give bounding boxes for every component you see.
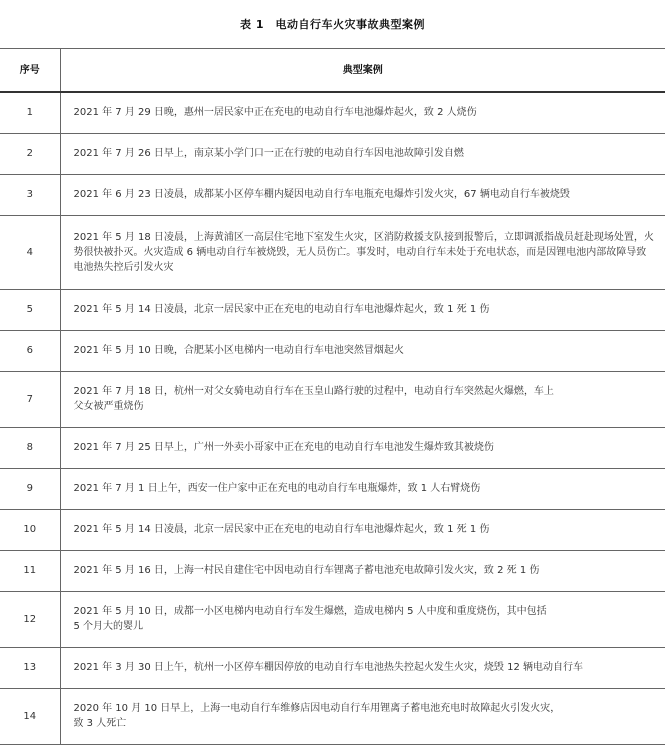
case-text: 2021 年 5 月 10 日晚，合肥某小区电梯内一电动自行车电池突然冒烟起火 [60,330,665,371]
case-text: 2021 年 5 月 14 日凌晨，北京一居民家中正在充电的电动自行车电池爆炸起火，致 1 死 1 伤 [60,289,665,330]
row-number: 11 [0,550,60,591]
table-row [0,215,665,289]
case-text: 2021 年 7 月 26 日早上，南京某小学门口一正在行驶的电动自行车因电池故障引发自燃 [60,133,665,174]
table-row [0,468,665,509]
row-number: 3 [0,174,60,215]
row-number: 1 [0,92,60,133]
row-number: 12 [0,591,60,647]
cases-table [0,48,665,745]
row-number: 9 [0,468,60,509]
table-row [0,330,665,371]
row-number: 7 [0,371,60,427]
row-number: 13 [0,647,60,688]
case-text: 2021 年 5 月 16 日，上海一村民自建住宅中因电动自行车锂离子蓄电池充电故障引发火灾，致 2 死 1 伤 [60,550,665,591]
case-text: 2021 年 5 月 18 日凌晨，上海黄浦区一高层住宅地下室发生火灾，区消防救援支队接到报警后，立即调派指战员赶赴现场处置，火势很快被扑灭。火灾造成 6 辆电动自行车被烧毁，无人员伤亡。事发时，电动自行车未处于充电状态，而是因锂电池内部故障导致电池热失控后引发火灾 [60,215,665,289]
row-number: 2 [0,133,60,174]
table-row [0,427,665,468]
table-row [0,550,665,591]
table-row [0,591,665,647]
case-text: 2020 年 10 月 10 日早上，上海一电动自行车维修店因电动自行车用锂离子蓄电池充电时故障起火引发火灾， 致 3 人死亡 [60,688,665,744]
table-row [0,289,665,330]
case-text: 2021 年 7 月 18 日，杭州一对父女骑电动自行车在玉皇山路行驶的过程中，电动自行车突然起火爆燃，车上 父女被严重烧伤 [60,371,665,427]
case-text: 2021 年 7 月 29 日晚，惠州一居民家中正在充电的电动自行车电池爆炸起火，致 2 人烧伤 [60,92,665,133]
table-row [0,647,665,688]
table-row [0,371,665,427]
table-row [0,92,665,133]
table-header-row [0,49,665,93]
row-number: 8 [0,427,60,468]
row-number: 14 [0,688,60,744]
row-number: 6 [0,330,60,371]
header-index: 序号 [0,49,60,93]
case-text: 2021 年 5 月 14 日凌晨，北京一居民家中正在充电的电动自行车电池爆炸起火，致 1 死 1 伤 [60,509,665,550]
case-text: 2021 年 3 月 30 日上午，杭州一小区停车棚因停放的电动自行车电池热失控起火发生火灾，烧毁 12 辆电动自行车 [60,647,665,688]
case-text: 2021 年 7 月 25 日早上，广州一外卖小哥家中正在充电的电动自行车电池发生爆炸致其被烧伤 [60,427,665,468]
case-text: 2021 年 7 月 1 日上午，西安一住户家中正在充电的电动自行车电瓶爆炸，致 1 人右臂烧伤 [60,468,665,509]
table-row [0,133,665,174]
row-number: 4 [0,215,60,289]
row-number: 10 [0,509,60,550]
case-text: 2021 年 5 月 10 日，成都一小区电梯内电动自行车发生爆燃，造成电梯内 5 人中度和重度烧伤，其中包括 5 个月大的婴儿 [60,591,665,647]
row-number: 5 [0,289,60,330]
header-case: 典型案例 [60,49,665,93]
table-row [0,688,665,744]
table-title: 表 1 电动自行车火灾事故典型案例 [240,18,425,31]
case-text: 2021 年 6 月 23 日凌晨，成都某小区停车棚内疑因电动自行车电瓶充电爆炸引发火灾，67 辆电动自行车被烧毁 [60,174,665,215]
table-row [0,509,665,550]
table-row [0,174,665,215]
